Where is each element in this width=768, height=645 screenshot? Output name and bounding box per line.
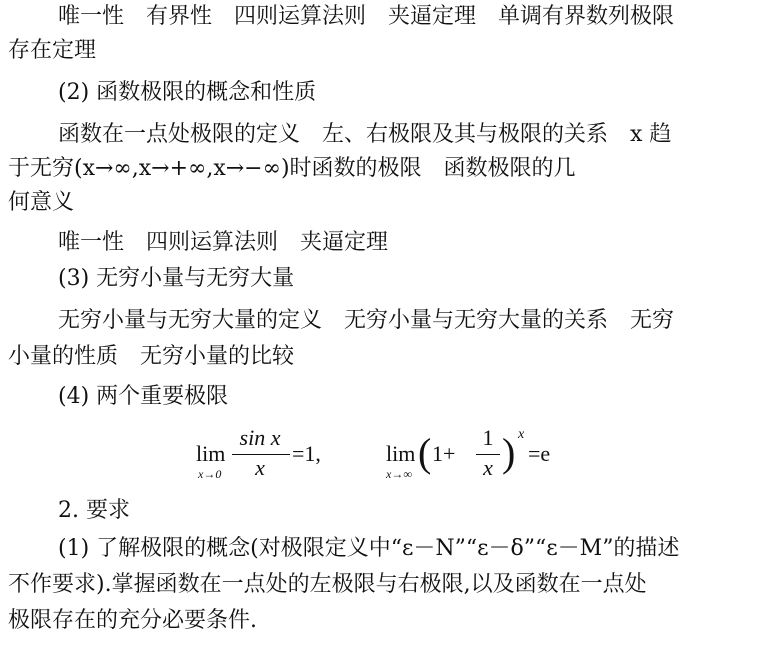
formula2-sub: x→∞ <box>386 467 412 481</box>
line-6: 何意义 <box>8 190 75 215</box>
section-heading-requirements: 2. 要求 <box>58 498 130 523</box>
formula2-right-paren: ) <box>502 430 516 475</box>
formula1-denominator: x <box>255 455 265 480</box>
line-15: 极限存在的充分必要条件. <box>8 608 257 633</box>
formula2-rhs: =e <box>528 441 551 466</box>
formula2-denominator: x <box>483 455 493 480</box>
formula2-one-plus: 1+ <box>432 441 456 466</box>
formula-block <box>0 425 768 485</box>
line-9: 无穷小量与无穷大量的定义 无穷小量与无穷大量的关系 无穷 <box>58 308 675 333</box>
formula1-rhs: =1, <box>292 441 321 466</box>
formula1-sub: x→0 <box>198 467 222 481</box>
line-7: 唯一性 四则运算法则 夹逼定理 <box>58 230 389 255</box>
line-13: (1) 了解极限的概念(对极限定义中“ε－N”“ε－δ”“ε－M”的描述 <box>58 536 680 561</box>
formula2-exponent: x <box>518 427 525 442</box>
section-heading-3: (3) 无穷小量与无穷大量 <box>58 266 295 291</box>
section-heading-4: (4) 两个重要极限 <box>58 384 229 409</box>
line-10: 小量的性质 无穷小量的比较 <box>8 344 295 369</box>
line-14: 不作要求).掌握函数在一点处的左极限与右极限,以及函数在一点处 <box>8 572 647 597</box>
formula1-lim: lim <box>196 441 226 466</box>
line-4: 函数在一点处极限的定义 左、右极限及其与极限的关系 x 趋 <box>58 122 672 147</box>
line-2: 存在定理 <box>8 38 97 63</box>
line-5: 于无穷(x→∞,x→+∞,x→−∞)时函数的极限 函数极限的几 <box>8 156 576 181</box>
formula2-left-paren: ( <box>418 430 432 475</box>
formula2-numerator: 1 <box>482 425 494 450</box>
line-1: 唯一性 有界性 四则运算法则 夹逼定理 单调有界数列极限 <box>58 4 675 29</box>
section-heading-2: (2) 函数极限的概念和性质 <box>58 80 317 105</box>
formula2-lim: lim <box>386 441 416 466</box>
formula1-numerator: sin x <box>239 425 281 450</box>
